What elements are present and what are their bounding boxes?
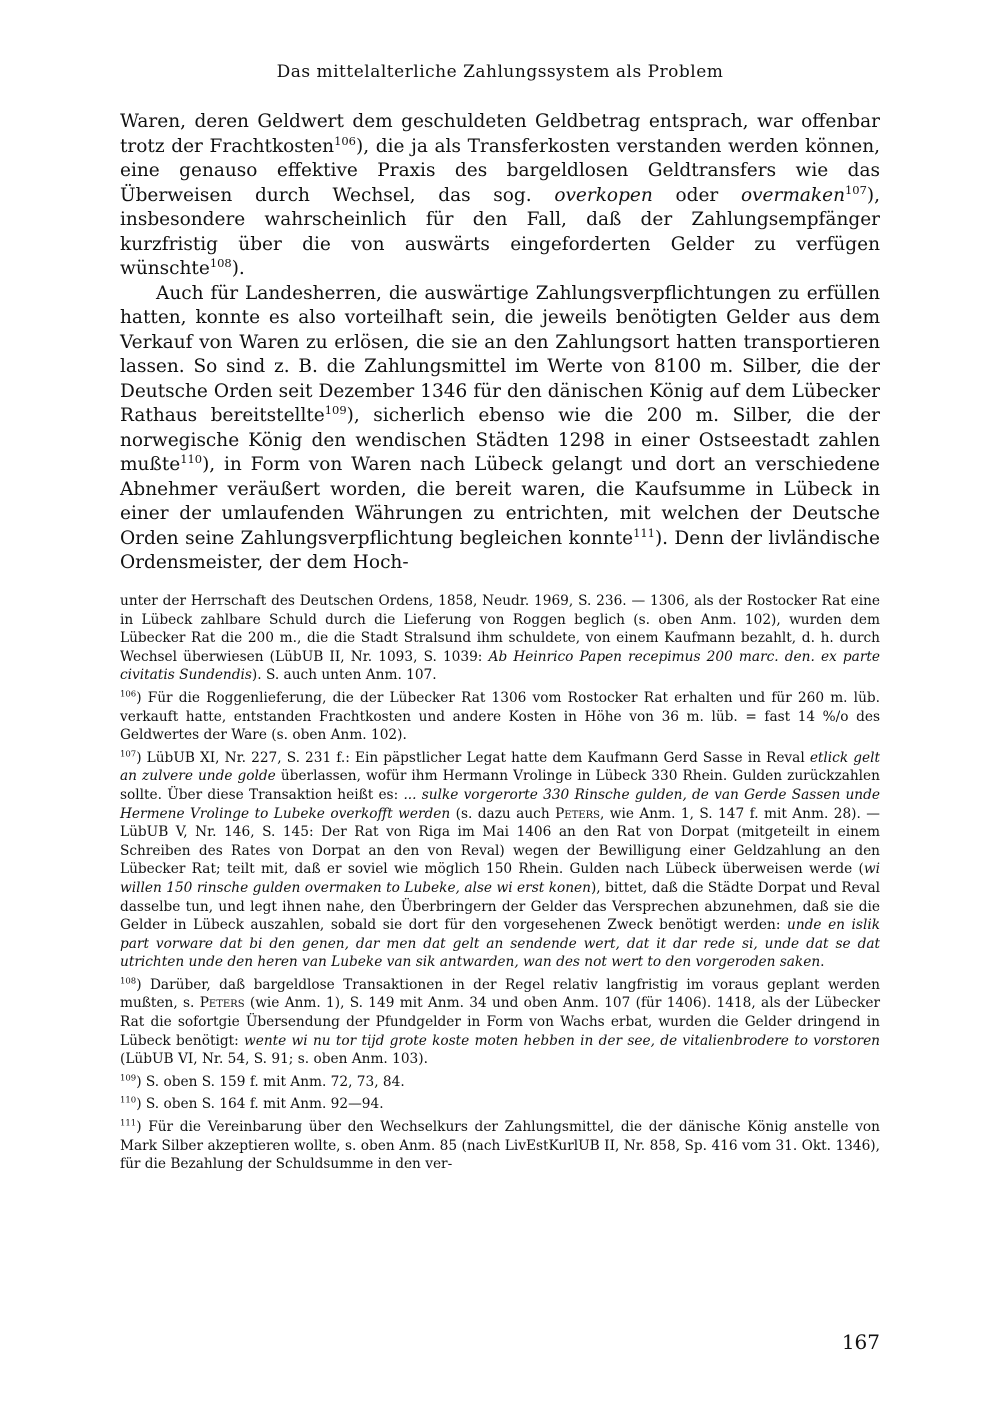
footnote-110: [120, 1095, 880, 1114]
italic-quote: wi willen 150 rinsche gulden overmaken to Lubeke, alse wi erst konen: [120, 861, 880, 896]
text-run: ), insbesondere wahrscheinlich für den Fall, daß der Zahlungsempfänger kurzfristig über die von auswärts eingeforderten Gelder zu verfügen wünschte: [120, 184, 880, 279]
footnote-number: 111: [120, 1118, 137, 1129]
text-run: , wie Anm. 1, S. 147 f. mit Anm. 28). — LübUB V, Nr. 146, S. 145: Der Rat von Riga im Mai 1406 an den Rat von Dorpat (mitgeteilt in einem Schreiben des Rates von Dorpat an den von Reval) wegen der Bewilligung einer Geldzahlung an den Lübecker Rat; teilt mit, daß er soviel wie möglich 150 Rhein. Gulden nach Lübeck überweisen werde (: [120, 805, 880, 878]
text-run: ) Für die Vereinbarung über den Wechselkurs der Zahlungsmittel, die der dänische König anstelle von Mark Silber akzeptieren wollte, s. oben Anm. 85 (nach LivEstKurlUB II, Nr. 858, Sp. 416 vom 31. Okt. 1346), für die Bezahlung der Schuldsumme in den ver-: [120, 1119, 880, 1173]
footnote-number: 108: [120, 976, 137, 987]
italic-quote: unde en islik part vorware dat bi den genen, dar men dat gelt an sendende wert, dat it dar rede si, unde dat se dat utrichten unde den heren van Lubeke van sik antwarden, wan des not wert to den vorgeroden saken: [120, 917, 881, 971]
footnote-ref-111[interactable]: 111: [633, 525, 655, 540]
footnote-ref-109[interactable]: 109: [324, 402, 347, 417]
italic-quote: Ab Heinrico Papen recepimus 200 marc. den. ex parte civitatis Sundendis: [120, 648, 880, 684]
text-run: überlassen, wofür ihm Hermann Vrolinge in Lübeck 330 Rhein. Gulden zurückzahlen sollte. Über diese Transaktion heißt es:: [120, 768, 880, 803]
text-run: (LübUB VI, Nr. 54, S. 91; s. oben Anm. 103).: [120, 1051, 428, 1068]
footnote-number: 109: [120, 1073, 137, 1084]
text-run: (wie Anm. 1), S. 149 mit Anm. 34 und oben Anm. 107 (für 1406). 1418, als der Lübecker Rat die sofortgie Übersendung der Pfundgelder in Form von Wachs erbat, wurden die Gelder dringend in Lübeck benötigt:: [120, 995, 880, 1049]
text-run: ), in Form von Waren nach Lübeck gelangt und dort an verschiedene Abnehmer veräußert worden, die bereit waren, die Kaufsumme in Lübeck in einer der umlaufenden Währungen zu entrichten, mit welchen der Deutsche Orden seine Zahlungsverpflichtung begleichen konnte: [120, 454, 880, 549]
italic-quote: wente wi nu tor tijd grote koste moten hebben in der see, de vitalienbrodere to vorstoren: [244, 1032, 880, 1049]
text-run: oder: [652, 184, 741, 206]
text-run: ).: [231, 258, 245, 279]
author-name: Peters: [199, 995, 245, 1012]
footnote-ref-108[interactable]: 108: [209, 255, 232, 270]
footnote-continuation: [120, 592, 880, 685]
footnote-109: [120, 1073, 880, 1092]
text-run: ), bittet, daß die Städte Dorpat und Reval dasselbe tun, und legt ihnen nahe, den Überbringern der Gelder das Versprechen abzunehmen, daß sie die Gelder in Lübeck auszahlen, sobald sie dort für den vorgesehenen Zweck benötigt werden:: [120, 879, 880, 934]
running-head: Das mittelalterliche Zahlungssystem als Problem: [276, 62, 724, 82]
text-run: ). S. auch unten Anm. 107.: [251, 667, 437, 684]
footnote-ref-110[interactable]: 110: [180, 451, 203, 466]
text-run: unter der Herrschaft des Deutschen Ordens, 1858, Neudr. 1969, S. 236. — 1306, als der Rostocker Rat eine in Lübeck zahlbare Schuld durch die Lieferung von Roggen beglich (s. oben Anm. 102), wurden dem Lübecker Rat die 200 m., die die Stadt Stralsund ihm schuldete, von einem Kaufmann bezahlt, d. h. durch Wechsel überwiesen (LübUB II, Nr. 1093, S. 1039:: [120, 593, 880, 665]
author-name: Peters: [555, 805, 600, 822]
page-number: 167: [841, 1330, 880, 1354]
italic-term: overkopen: [554, 184, 653, 206]
italic-quote: ... sulke vorgerorte 330 Rinsche gulden, de van Gerde Sassen unde Hermene Vrolinge to Lubeke overkofft werden: [120, 786, 880, 822]
text-run: (s. dazu auch: [450, 805, 556, 822]
text-run: ) S. oben S. 164 f. mit Anm. 92—94.: [136, 1096, 384, 1113]
footnote-111: [120, 1118, 880, 1174]
italic-term: overmaken: [740, 184, 845, 206]
text-run: ), sicherlich ebenso wie die 200 m. Silber, die der norwegische König den wendischen Städten 1298 in einer Ostseestadt zahlen mußte: [120, 405, 881, 475]
footnote-number: 110: [120, 1095, 137, 1106]
text-run: ) S. oben S. 159 f. mit Anm. 72, 73, 84.: [136, 1073, 405, 1090]
body-paragraph-2: [120, 282, 880, 576]
footnote-ref-107[interactable]: 107: [844, 182, 867, 197]
text-run: Waren, deren Geldwert dem geschuldeten Geldbetrag entsprach, war offenbar trotz der Frachtkosten: [120, 111, 880, 157]
footnote-number: 106: [120, 689, 137, 700]
text-run: Auch für Landesherren, die auswärtige Zahlungsverpflichtungen zu erfüllen hatten, konnte es also vorteilhaft sein, die jeweils benötigten Gelder aus dem Verkauf von Waren zu erlösen, die sie an den Zahlungsort hatten transportieren lassen. So sind z. B. die Zahlungsmittel im Werte von 8100 m. Silber, die der Deutsche Orden seit Dezember 1346 für den dänischen König auf dem Lübecker Rathaus bereitstellte: [120, 282, 880, 426]
text-run: .: [820, 954, 825, 971]
body-paragraph-1: [120, 110, 880, 282]
text-run: ) Für die Roggenlieferung, die der Lübecker Rat 1306 vom Rostocker Rat erhalten und für 260 m. lüb. verkauft hatte, entstanden Frachtkosten und andere Kosten in Höhe von 36 m. lüb. = fast 14 %/o des Geldwertes der Ware (s. oben Anm. 102).: [120, 689, 880, 744]
footnote-106: [120, 689, 880, 745]
text-run: ) LübUB XI, Nr. 227, S. 231 f.: Ein päpstlicher Legat hatte dem Kaufmann Gerd Sasse in Reval: [136, 749, 810, 766]
text-run: ), die ja als Transferkosten verstanden werden können, eine genauso effektive Praxis des bargeldlosen Geldtransfers wie das Überweisen durch Wechsel, das sog.: [120, 135, 880, 206]
footnote-107: [120, 749, 880, 972]
italic-quote: etlick gelt an zulvere unde golde: [120, 749, 880, 785]
footnote-number: 107: [120, 749, 137, 760]
main-text: [120, 110, 880, 576]
footnote-108: [120, 976, 880, 1069]
text-run: ). Denn der livländische Ordensmeister, der dem Hoch-: [120, 527, 880, 573]
footnote-ref-106[interactable]: 106: [334, 133, 356, 148]
footnotes: [120, 592, 880, 1178]
text-run: ) Darüber, daß bargeldlose Transaktionen in der Regel relativ langfristig im voraus geplant werden mußten, s.: [120, 976, 880, 1012]
